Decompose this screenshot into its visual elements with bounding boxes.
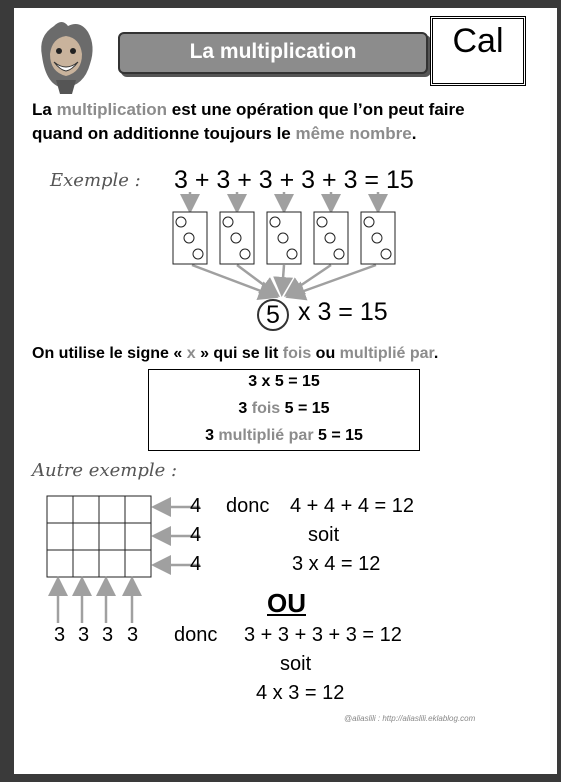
grid-diagram <box>44 495 204 625</box>
subject-label: Cal <box>452 22 504 60</box>
definition-keyword: fois <box>251 400 281 417</box>
definition-text: 5 = 15 <box>313 427 363 444</box>
col-multiplication-equation: 4 x 3 = 12 <box>256 682 345 704</box>
row-connector-donc: donc <box>226 495 270 517</box>
intro-text: La <box>32 100 57 119</box>
sign-keyword: x <box>186 345 196 362</box>
circled-number: 5 <box>266 301 280 329</box>
col-connector-soit: soit <box>280 653 312 675</box>
definition-text: 3 <box>238 400 252 417</box>
row-value-1: 4 <box>190 495 202 517</box>
other-example-label: Autre exemple : <box>32 460 178 481</box>
dice-diagram <box>164 190 404 302</box>
definition-line-1: 3 x 5 = 15 <box>248 373 320 390</box>
row-value-3: 4 <box>190 553 202 575</box>
mascot-illustration <box>32 16 98 96</box>
col-addition-equation: 3 + 3 + 3 + 3 = 12 <box>244 624 402 646</box>
definition-text: 5 = 15 <box>280 400 330 417</box>
intro-text: . <box>411 124 417 143</box>
row-addition-equation: 4 + 4 + 4 = 12 <box>290 495 414 517</box>
intro-paragraph <box>32 98 552 146</box>
col-connector-donc: donc <box>174 624 218 646</box>
addition-equation: 3 + 3 + 3 + 3 + 3 = 15 <box>174 166 414 194</box>
intro-keyword: multiplication <box>56 100 168 119</box>
row-value-2: 4 <box>190 524 202 546</box>
definition-line-2 <box>148 400 420 418</box>
intro-keyword: même nombre <box>295 124 412 143</box>
ou-heading: OU <box>267 588 306 618</box>
sign-text: ou <box>311 345 340 362</box>
row-multiplication-equation: 3 x 4 = 12 <box>292 553 381 575</box>
col-value-4: 3 <box>127 624 139 646</box>
worksheet-page <box>14 8 557 774</box>
sign-text: » qui se lit <box>195 345 283 362</box>
definition-text: 3 <box>205 427 219 444</box>
col-value-1: 3 <box>54 624 66 646</box>
definition-keyword: multiplié par <box>218 427 314 444</box>
col-value-2: 3 <box>78 624 90 646</box>
example-label: Exemple : <box>50 170 141 191</box>
sign-keyword: multiplié par <box>339 345 434 362</box>
row-connector-soit: soit <box>308 524 340 546</box>
sign-keyword: fois <box>282 345 312 362</box>
multiplication-equation: x 3 = 15 <box>298 298 388 326</box>
intro-text: quand on additionne toujours le <box>32 124 296 143</box>
sign-text: On utilise le signe « <box>32 345 187 362</box>
sign-sentence <box>32 345 552 363</box>
col-value-3: 3 <box>102 624 114 646</box>
credit-footer: @aliaslili : http://aliaslili.eklablog.com <box>344 714 476 723</box>
definition-line-3 <box>148 427 420 445</box>
page-title: La multiplication <box>189 40 357 63</box>
intro-text: est une opération que l’on peut faire <box>167 100 465 119</box>
sign-text: . <box>433 345 439 362</box>
